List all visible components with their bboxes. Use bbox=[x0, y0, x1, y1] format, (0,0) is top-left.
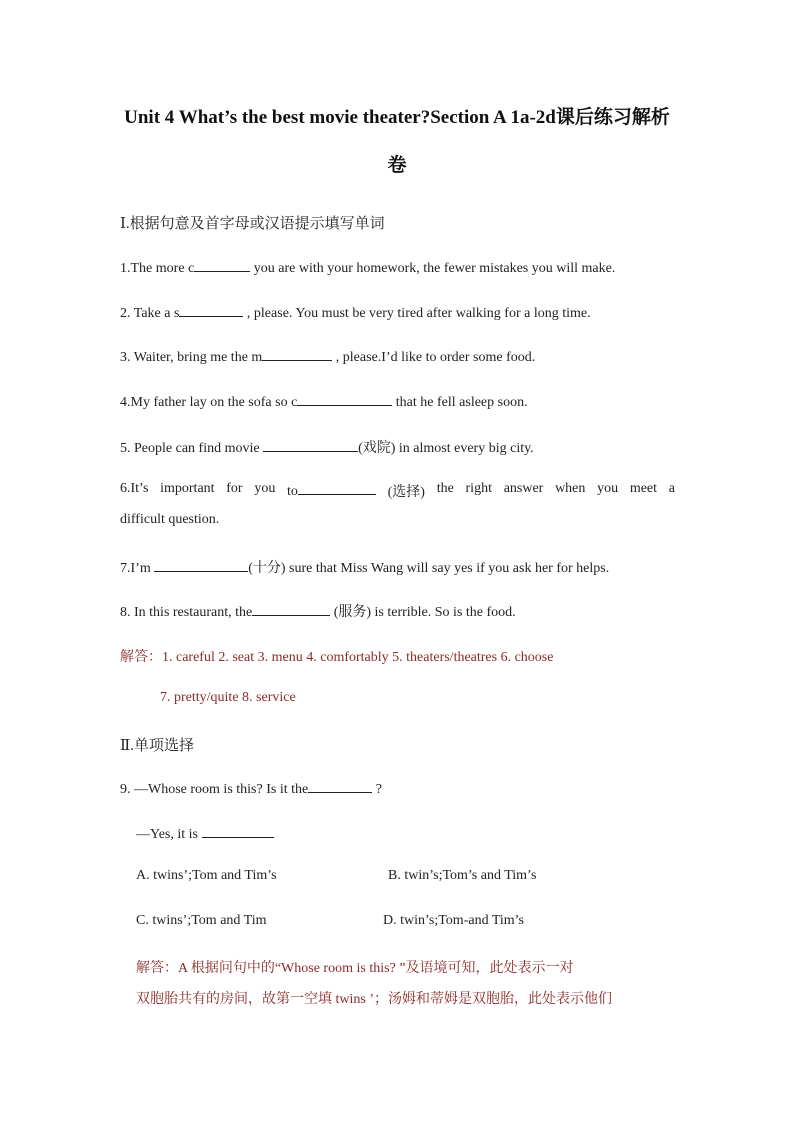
question-6-word: a bbox=[668, 481, 675, 496]
option-b: B. twin’s;Tom’s and Tim’s bbox=[388, 868, 537, 883]
question-6-line1 bbox=[120, 481, 675, 501]
question-6-line2: difficult question. bbox=[120, 512, 220, 527]
question-1-prefix: 1.The more c bbox=[120, 261, 195, 276]
answer-blank bbox=[308, 779, 372, 793]
question-3-prefix: 3. Waiter, bring me the m bbox=[120, 350, 263, 365]
document-title-line1: Unit 4 What’s the best movie theater?Section A 1a-2d课后练习解析 bbox=[124, 107, 670, 128]
answer-blank bbox=[298, 481, 376, 495]
section1-answer-line1: 解答：1. careful 2. seat 3. menu 4. comfortably 5. theaters/theatres 6. choose bbox=[120, 650, 554, 665]
question-3 bbox=[120, 347, 535, 366]
answer-blank bbox=[297, 392, 392, 406]
section2-heading: Ⅱ.单项选择 bbox=[120, 738, 194, 754]
answer-blank bbox=[179, 303, 243, 317]
option-d: D. twin’s;Tom-and Tim’s bbox=[383, 913, 524, 928]
question-6-word: when bbox=[555, 481, 586, 496]
question-7-prefix: 7.I’m bbox=[120, 561, 155, 576]
question-6-word: right bbox=[465, 481, 492, 496]
question-2-suffix: , please. You must be very tired after walking for a long time. bbox=[243, 306, 591, 321]
answer-blank bbox=[262, 347, 332, 361]
question-8-prefix: 8. In this restaurant, the bbox=[120, 605, 253, 620]
question-6-word: you bbox=[254, 481, 276, 496]
section2-answer-line2: 双胞胎共有的房间，故第一空填 twins ’；汤姆和蒂姆是双胞胎，此处表示他们 bbox=[136, 992, 612, 1007]
answer-blank bbox=[263, 438, 358, 452]
question-4-suffix: that he fell asleep soon. bbox=[392, 395, 528, 410]
document-title-line2: 卷 bbox=[387, 155, 407, 176]
question-6-word: answer bbox=[503, 481, 544, 496]
question-9 bbox=[120, 779, 382, 798]
question-6-word: important bbox=[160, 481, 215, 496]
question-6-word: 6.It’s bbox=[120, 481, 149, 496]
question-1-suffix: you are with your homework, the fewer mistakes you will make. bbox=[250, 261, 616, 276]
answer-blank bbox=[194, 258, 250, 272]
section1-heading: Ⅰ.根据句意及首字母或汉语提示填写单词 bbox=[120, 216, 385, 232]
option-c: C. twins’;Tom and Tim bbox=[136, 913, 267, 928]
question-8 bbox=[120, 601, 516, 621]
question-4-prefix: 4.My father lay on the sofa so c bbox=[120, 395, 298, 410]
answer-blank bbox=[154, 558, 248, 572]
section1-answer-line2: 7. pretty/quite 8. service bbox=[160, 690, 296, 705]
question-5 bbox=[120, 437, 534, 457]
question-1 bbox=[120, 258, 615, 277]
question-6-blank-group bbox=[287, 481, 376, 501]
question-2-prefix: 2. Take a s bbox=[120, 306, 180, 321]
question-7 bbox=[120, 557, 609, 577]
question-2 bbox=[120, 303, 591, 322]
question-6-word: meet bbox=[629, 481, 658, 496]
option-a: A. twins’;Tom and Tim’s bbox=[136, 868, 277, 883]
question-8-suffix: (服务) is terrible. So is the food. bbox=[330, 605, 516, 620]
question-4 bbox=[120, 392, 528, 411]
question-9-reply bbox=[136, 824, 274, 843]
question-9-prefix: 9. —Whose room is this? Is it the bbox=[120, 782, 309, 797]
answer-blank bbox=[202, 824, 274, 838]
question-6-word: for bbox=[226, 481, 243, 496]
question-6-hint: (选择) bbox=[387, 485, 425, 500]
question-6-word: you bbox=[597, 481, 619, 496]
question-9-reply-text: —Yes, it is bbox=[136, 827, 202, 842]
question-6-word: to bbox=[287, 484, 298, 499]
question-6-word: the bbox=[436, 481, 454, 496]
question-3-suffix: , please.I’d like to order some food. bbox=[332, 350, 536, 365]
section2-answer-line1: 解答：A 根据问句中的“Whose room is this? ”及语境可知，此处表示一对 bbox=[136, 961, 574, 976]
question-5-prefix: 5. People can find movie bbox=[120, 441, 264, 456]
question-7-suffix: (十分) sure that Miss Wang will say yes if you ask her for helps. bbox=[248, 561, 610, 576]
question-5-suffix: (戏院) in almost every big city. bbox=[358, 441, 534, 456]
answer-blank bbox=[252, 602, 330, 616]
question-9-suffix: ? bbox=[372, 782, 382, 797]
